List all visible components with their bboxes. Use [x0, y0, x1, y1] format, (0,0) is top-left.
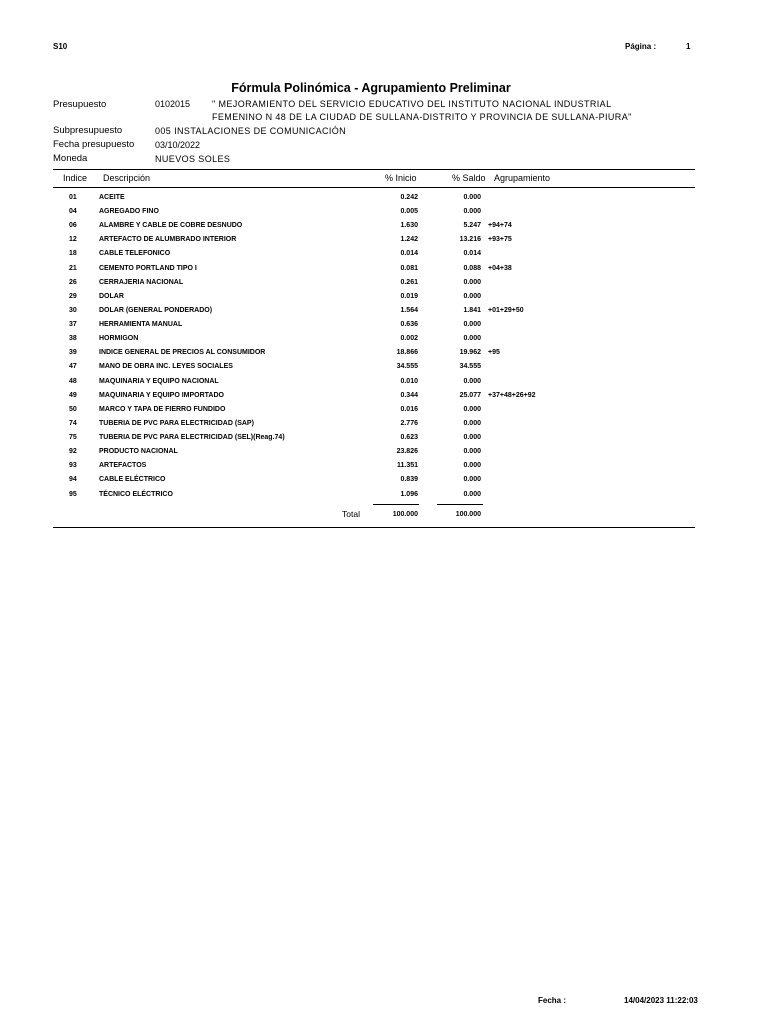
row-agrupamiento: +94+74 [488, 222, 512, 230]
row-descripcion: MARCO Y TAPA DE FIERRO FUNDIDO [99, 405, 226, 413]
row-indice: 39 [69, 349, 77, 357]
col-header-inicio: % Inicio [385, 173, 417, 183]
footer-fecha-value: 14/04/2023 11:22:03 [624, 996, 698, 1005]
row-saldo: 0.000 [463, 448, 481, 456]
table-row [0, 392, 768, 406]
table-top-rule [53, 169, 695, 170]
row-saldo: 0.000 [463, 194, 481, 201]
row-inicio: 1.630 [400, 222, 418, 230]
page-number: 1 [686, 42, 691, 51]
fecha-presupuesto-value: 03/10/2022 [155, 140, 201, 150]
table-row [0, 293, 768, 307]
row-descripcion: CERRAJERIA NACIONAL [99, 278, 184, 286]
row-descripcion: CEMENTO PORTLAND TIPO I [99, 264, 197, 272]
row-indice: 49 [69, 391, 77, 399]
presupuesto-desc-line2: FEMENINO N 48 DE LA CIUDAD DE SULLANA-DISTRITO Y PROVINCIA DE SULLANA-PIURA" [212, 112, 632, 122]
row-descripcion: MAQUINARIA Y EQUIPO IMPORTADO [99, 391, 224, 399]
row-indice: 06 [69, 222, 77, 230]
row-indice: 26 [69, 278, 77, 286]
row-indice: 01 [69, 194, 77, 201]
row-descripcion: TUBERIA DE PVC PARA ELECTRICIDAD (SAP) [99, 419, 254, 427]
row-descripcion: CABLE ELÉCTRICO [99, 476, 166, 484]
row-descripcion: DOLAR [99, 292, 124, 300]
row-descripcion: ARTEFACTOS [99, 462, 147, 470]
row-inicio: 0.344 [400, 391, 418, 399]
table-row [0, 335, 768, 349]
row-indice: 47 [69, 363, 77, 371]
row-saldo: 1.841 [463, 306, 481, 314]
table-row [0, 448, 768, 462]
row-saldo: 25.077 [459, 391, 481, 399]
row-saldo: 13.216 [459, 236, 481, 244]
row-saldo: 0.000 [463, 278, 481, 286]
row-saldo: 19.962 [459, 349, 481, 357]
presupuesto-label: Presupuesto [53, 99, 107, 110]
row-saldo: 0.000 [463, 405, 481, 413]
row-indice: 04 [69, 208, 77, 216]
row-inicio: 0.623 [400, 434, 418, 442]
row-saldo: 0.000 [463, 462, 481, 470]
row-saldo: 0.000 [463, 476, 481, 484]
moneda-label: Moneda [53, 153, 88, 164]
table-header-rule [53, 187, 695, 188]
row-saldo: 0.000 [463, 419, 481, 427]
row-descripcion: ACEITE [99, 194, 125, 201]
row-saldo: 0.000 [463, 321, 481, 329]
col-header-descripcion: Descripción [103, 173, 151, 183]
total-label: Total [342, 509, 360, 519]
row-saldo: 5.247 [463, 222, 481, 230]
row-inicio: 11.351 [396, 462, 418, 470]
row-descripcion: ALAMBRE Y CABLE DE COBRE DESNUDO [99, 222, 243, 230]
table-row [0, 265, 768, 279]
row-agrupamiento: +37+48+26+92 [488, 391, 536, 399]
row-descripcion: HORMIGON [99, 335, 139, 343]
row-indice: 18 [69, 250, 77, 258]
row-indice: 50 [69, 405, 77, 413]
col-header-indice: Indice [63, 173, 88, 183]
row-indice: 12 [69, 236, 77, 244]
footer-fecha-label: Fecha : [538, 996, 567, 1005]
table-bottom-rule [53, 527, 695, 528]
total-rule-saldo [437, 504, 483, 505]
row-inicio: 34.555 [396, 363, 418, 371]
row-inicio: 1.564 [400, 306, 418, 314]
row-inicio: 0.636 [400, 321, 418, 329]
table-row [0, 406, 768, 420]
table-row [0, 321, 768, 335]
row-descripcion: AGREGADO FINO [99, 208, 159, 216]
row-saldo: 0.014 [463, 250, 481, 258]
table-row [0, 349, 768, 363]
presupuesto-code: 0102015 [155, 99, 191, 109]
subpresupuesto-label: Subpresupuesto [53, 125, 123, 136]
row-indice: 48 [69, 377, 77, 385]
table-row [0, 279, 768, 293]
page-label: Página : [625, 42, 657, 51]
row-saldo: 0.000 [463, 377, 481, 385]
page-title: Fórmula Polinómica - Agrupamiento Preliminar [231, 81, 511, 95]
table-row [0, 363, 768, 377]
row-saldo: 0.000 [463, 292, 481, 300]
row-indice: 94 [69, 476, 77, 484]
row-inicio: 0.010 [400, 377, 418, 385]
table-row [0, 462, 768, 476]
col-header-saldo: % Saldo [452, 173, 486, 183]
table-row [0, 194, 768, 208]
row-inicio: 2.776 [400, 419, 418, 427]
row-saldo: 0.088 [463, 264, 481, 272]
table-row [0, 222, 768, 236]
row-descripcion: MANO DE OBRA INC. LEYES SOCIALES [99, 363, 233, 371]
row-agrupamiento: +04+38 [488, 264, 512, 272]
row-agrupamiento: +93+75 [488, 236, 512, 244]
table-row [0, 420, 768, 434]
fecha-presupuesto-label: Fecha presupuesto [53, 139, 135, 150]
row-saldo: 0.000 [463, 490, 481, 498]
row-saldo: 0.000 [463, 335, 481, 343]
row-descripcion: CABLE TELEFONICO [99, 250, 171, 258]
table-row [0, 307, 768, 321]
table-row [0, 476, 768, 490]
row-indice: 29 [69, 292, 77, 300]
row-saldo: 0.000 [463, 208, 481, 216]
table-row [0, 250, 768, 264]
row-indice: 21 [69, 264, 77, 272]
report-code: S10 [53, 42, 68, 51]
row-inicio: 0.019 [400, 292, 418, 300]
row-inicio: 1.242 [400, 236, 418, 244]
row-agrupamiento: +01+29+50 [488, 306, 524, 314]
row-indice: 38 [69, 335, 77, 343]
row-inicio: 0.002 [400, 335, 418, 343]
col-header-agrupamiento: Agrupamiento [494, 173, 551, 183]
row-inicio: 0.242 [400, 194, 418, 201]
row-indice: 30 [69, 306, 77, 314]
row-indice: 74 [69, 419, 77, 427]
row-descripcion: TUBERIA DE PVC PARA ELECTRICIDAD (SEL)(Reag.74) [99, 434, 285, 442]
presupuesto-desc-line1: " MEJORAMIENTO DEL SERVICIO EDUCATIVO DEL INSTITUTO NACIONAL INDUSTRIAL [212, 99, 612, 109]
table-row [0, 434, 768, 448]
total-inicio: 100.000 [392, 511, 418, 518]
row-descripcion: DOLAR (GENERAL PONDERADO) [99, 306, 213, 314]
row-inicio: 0.016 [400, 405, 418, 413]
row-indice: 92 [69, 448, 77, 456]
table-row [0, 378, 768, 392]
row-saldo: 34.555 [459, 363, 481, 371]
row-saldo: 0.000 [463, 434, 481, 442]
row-inicio: 0.839 [400, 476, 418, 484]
row-inicio: 0.261 [400, 278, 418, 286]
subpresupuesto-value: 005 INSTALACIONES DE COMUNICACIÓN [155, 126, 347, 136]
row-descripcion: HERRAMIENTA MANUAL [99, 321, 183, 329]
table-row [0, 491, 768, 505]
row-indice: 75 [69, 434, 77, 442]
row-descripcion: MAQUINARIA Y EQUIPO NACIONAL [99, 377, 219, 385]
moneda-value: NUEVOS SOLES [155, 154, 231, 164]
table-row [0, 236, 768, 250]
row-indice: 95 [69, 490, 77, 498]
total-rule-inicio [373, 504, 419, 505]
row-descripcion: TÉCNICO ELÉCTRICO [99, 490, 173, 498]
row-inicio: 0.005 [400, 208, 418, 216]
row-descripcion: ARTEFACTO DE ALUMBRADO INTERIOR [99, 236, 237, 244]
row-inicio: 0.081 [400, 264, 418, 272]
row-agrupamiento: +95 [488, 349, 500, 357]
total-saldo: 100.000 [455, 511, 481, 518]
row-indice: 37 [69, 321, 77, 329]
row-descripcion: INDICE GENERAL DE PRECIOS AL CONSUMIDOR [99, 349, 266, 357]
row-inicio: 23.826 [396, 448, 418, 456]
row-inicio: 1.096 [400, 490, 418, 498]
row-inicio: 18.866 [396, 349, 418, 357]
row-descripcion: PRODUCTO NACIONAL [99, 448, 178, 456]
table-row [0, 208, 768, 222]
row-inicio: 0.014 [400, 250, 418, 258]
row-indice: 93 [69, 462, 77, 470]
